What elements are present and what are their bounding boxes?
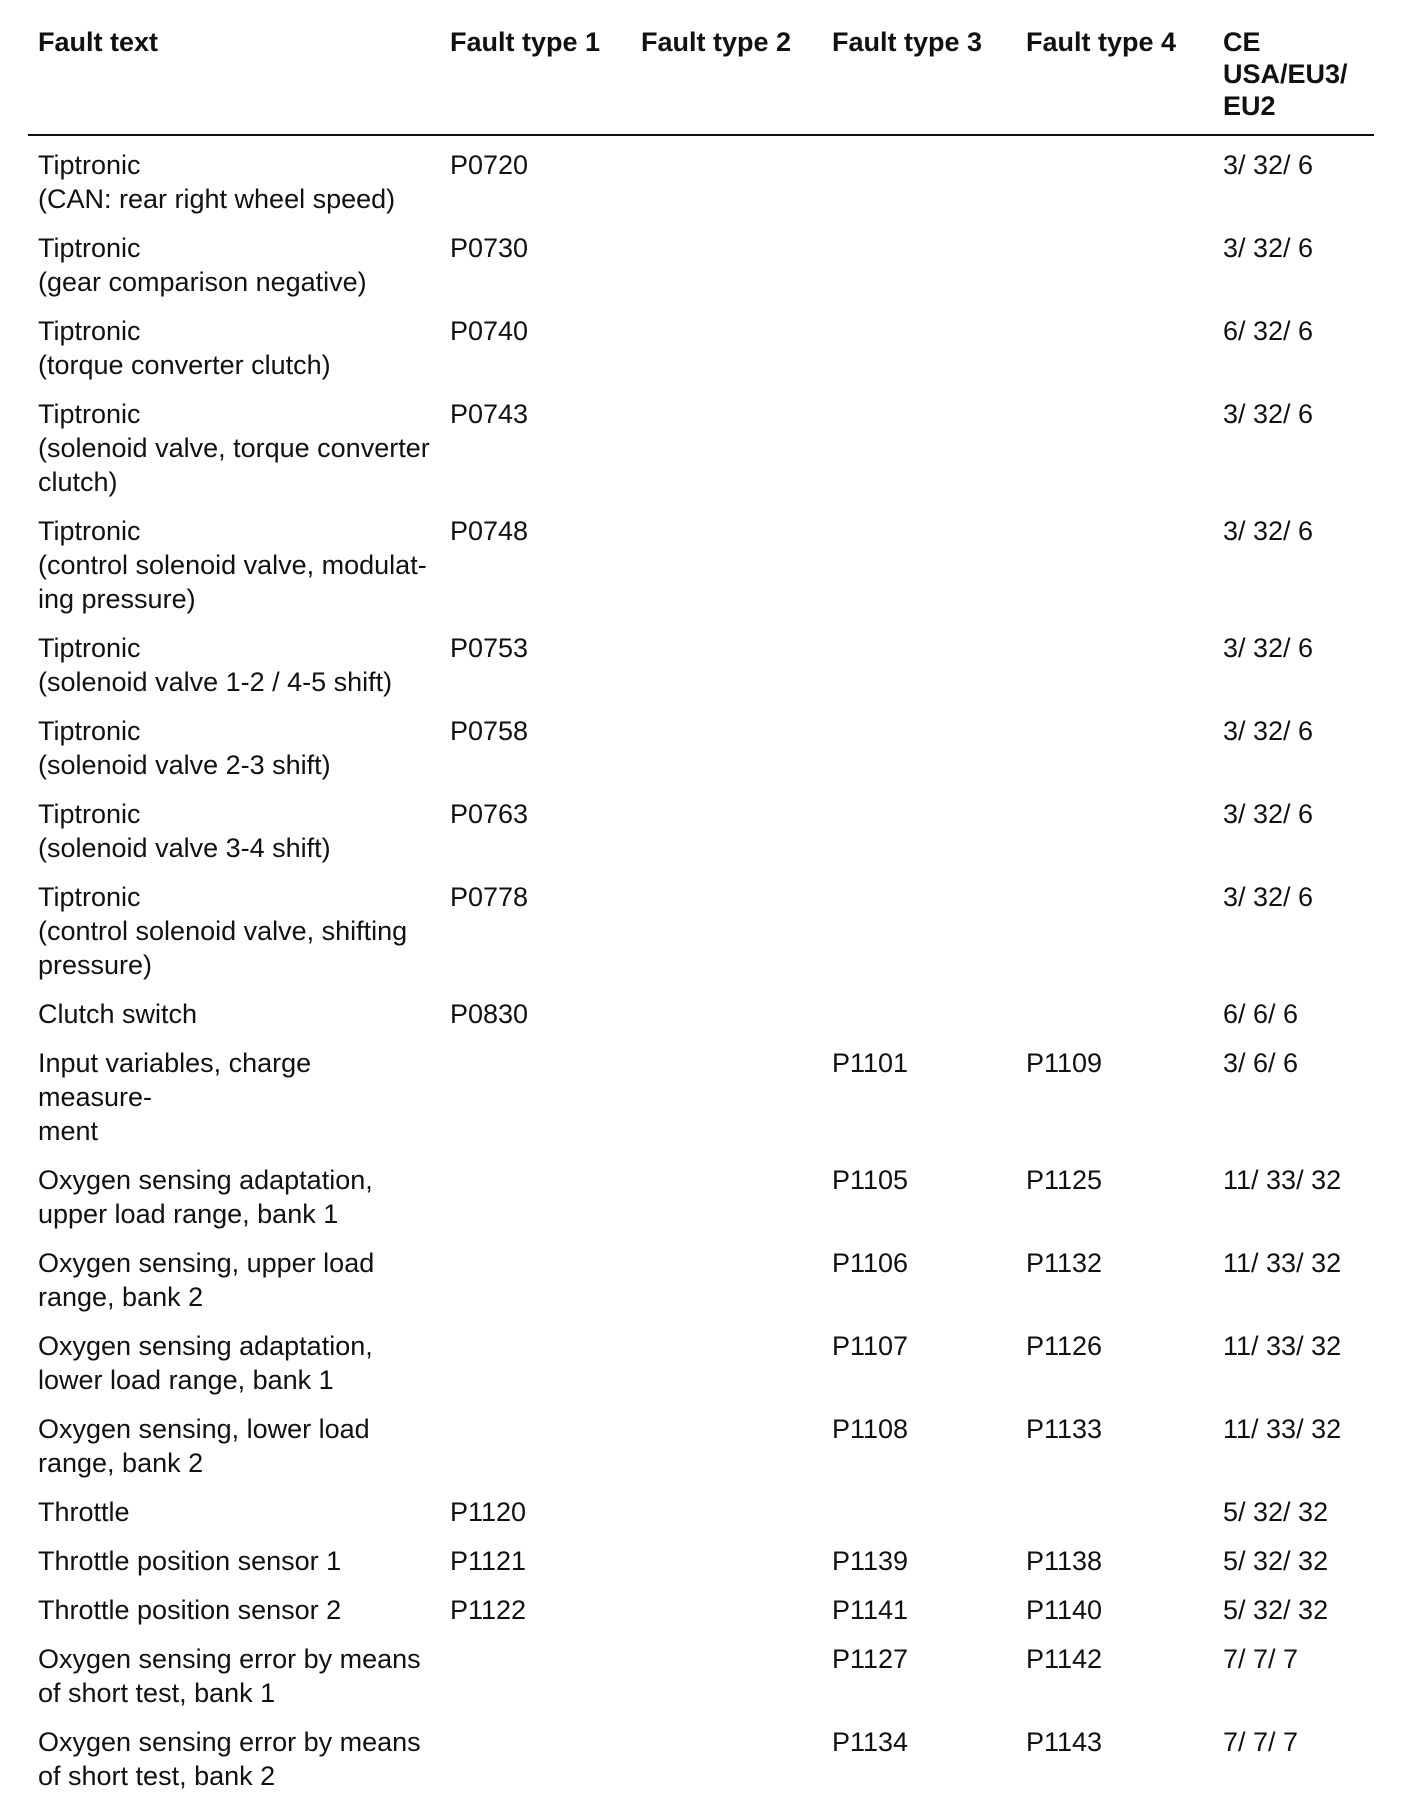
fault-type-1-cell	[440, 1715, 631, 1798]
fault-type-3-cell	[822, 135, 1016, 221]
table-row	[28, 1715, 1374, 1798]
table-row	[28, 1402, 1374, 1485]
fault-type-4-cell: P1143	[1026, 1727, 1103, 1757]
fault-type-2-cell	[631, 621, 822, 704]
fault-text-cell: Oxygen sensing adaptation, lower load range, bank 1	[38, 1331, 373, 1395]
fault-type-3-cell	[822, 621, 1016, 704]
fault-type-2-cell	[631, 1485, 822, 1534]
fault-type-1-cell: P0730	[450, 233, 529, 263]
header-fault-type-1: Fault type 1	[440, 18, 631, 135]
fault-type-2-cell	[631, 1236, 822, 1319]
ce-cell: 3/ 32/ 6	[1223, 516, 1314, 546]
table-row	[28, 221, 1374, 304]
ce-cell: 6/ 6/ 6	[1223, 999, 1299, 1029]
fault-type-4-cell: P1125	[1026, 1165, 1103, 1195]
fault-type-3-cell: P1107	[832, 1331, 909, 1361]
fault-type-2-cell	[631, 870, 822, 987]
fault-text-cell: Tiptronic (solenoid valve 2-3 shift)	[38, 716, 331, 780]
table-row	[28, 870, 1374, 987]
fault-text-cell: Throttle	[38, 1497, 130, 1527]
ce-cell: 7/ 7/ 7	[1223, 1727, 1299, 1757]
fault-type-4-cell	[1016, 504, 1213, 621]
fault-type-3-cell	[822, 304, 1016, 387]
fault-type-1-cell: P0748	[450, 516, 529, 546]
table-row	[28, 1583, 1374, 1632]
fault-type-2-cell	[631, 787, 822, 870]
fault-text-cell: Oxygen sensing, lower load range, bank 2	[38, 1414, 370, 1478]
fault-text-cell: Tiptronic (solenoid valve 3-4 shift)	[38, 799, 331, 863]
fault-type-4-cell: P1133	[1026, 1414, 1103, 1444]
table-row	[28, 1632, 1374, 1715]
header-fault-type-3: Fault type 3	[822, 18, 1016, 135]
ce-cell: 11/ 33/ 32	[1223, 1248, 1342, 1278]
fault-text-cell: Tiptronic (control solenoid valve, modulat- ing pressure)	[38, 516, 427, 614]
fault-type-2-cell	[631, 304, 822, 387]
fault-type-4-cell	[1016, 787, 1213, 870]
fault-text-cell: Tiptronic (torque converter clutch)	[38, 316, 331, 380]
fault-type-2-cell	[631, 387, 822, 504]
fault-text-cell: Oxygen sensing error by means of short test, bank 1	[38, 1644, 421, 1708]
ce-cell: 11/ 33/ 32	[1223, 1331, 1342, 1361]
fault-type-1-cell: P1122	[450, 1595, 527, 1625]
ce-cell: 3/ 32/ 6	[1223, 399, 1314, 429]
fault-type-1-cell: P0758	[450, 716, 529, 746]
fault-type-4-cell: P1138	[1026, 1546, 1103, 1576]
fault-type-2-cell	[631, 1632, 822, 1715]
fault-type-4-cell	[1016, 135, 1213, 221]
fault-text-cell: Oxygen sensing error by means of short test, bank 2	[38, 1727, 421, 1791]
header-fault-type-4: Fault type 4	[1016, 18, 1213, 135]
fault-type-4-cell: P1132	[1026, 1248, 1103, 1278]
table-row	[28, 387, 1374, 504]
fault-text-cell: Throttle position sensor 2	[38, 1595, 342, 1625]
fault-type-3-cell	[822, 387, 1016, 504]
fault-type-3-cell: P1105	[832, 1165, 909, 1195]
fault-type-2-cell	[631, 221, 822, 304]
table-row	[28, 304, 1374, 387]
fault-type-3-cell: P1134	[832, 1727, 909, 1757]
table-row	[28, 1319, 1374, 1402]
fault-type-3-cell	[822, 504, 1016, 621]
fault-type-3-cell	[822, 221, 1016, 304]
fault-text-cell: Tiptronic (solenoid valve 1-2 / 4-5 shift)	[38, 633, 393, 697]
header-row	[28, 18, 1374, 135]
fault-text-cell: Oxygen sensing adaptation, upper load range, bank 1	[38, 1165, 373, 1229]
fault-text-cell: Oxygen sensing, upper load range, bank 2	[38, 1248, 375, 1312]
table-row	[28, 1153, 1374, 1236]
fault-code-table	[28, 18, 1374, 1798]
fault-type-1-cell: P1120	[450, 1497, 527, 1527]
fault-type-4-cell	[1016, 987, 1213, 1036]
table-row	[28, 1485, 1374, 1534]
fault-type-4-cell: P1142	[1026, 1644, 1103, 1674]
fault-type-3-cell	[822, 787, 1016, 870]
ce-cell: 5/ 32/ 32	[1223, 1595, 1329, 1625]
fault-type-2-cell	[631, 135, 822, 221]
fault-type-1-cell: P0763	[450, 799, 529, 829]
fault-type-3-cell	[822, 870, 1016, 987]
fault-type-2-cell	[631, 1153, 822, 1236]
table-row	[28, 135, 1374, 221]
fault-type-4-cell	[1016, 870, 1213, 987]
fault-type-4-cell	[1016, 621, 1213, 704]
fault-type-1-cell: P0753	[450, 633, 529, 663]
fault-type-3-cell: P1106	[832, 1248, 909, 1278]
fault-type-4-cell: P1109	[1026, 1048, 1103, 1078]
ce-cell: 3/ 6/ 6	[1223, 1048, 1299, 1078]
ce-cell: 7/ 7/ 7	[1223, 1644, 1299, 1674]
fault-type-1-cell: P1121	[450, 1546, 527, 1576]
ce-cell: 3/ 32/ 6	[1223, 799, 1314, 829]
ce-cell: 6/ 32/ 6	[1223, 316, 1314, 346]
fault-type-2-cell	[631, 1583, 822, 1632]
ce-cell: 3/ 32/ 6	[1223, 233, 1314, 263]
fault-text-cell: Tiptronic (solenoid valve, torque converter clutch)	[38, 399, 430, 497]
fault-type-1-cell: P0830	[450, 999, 529, 1029]
fault-text-cell: Tiptronic (gear comparison negative)	[38, 233, 367, 297]
fault-type-4-cell	[1016, 304, 1213, 387]
fault-type-1-cell	[440, 1319, 631, 1402]
fault-type-4-cell	[1016, 387, 1213, 504]
fault-type-1-cell	[440, 1153, 631, 1236]
fault-type-2-cell	[631, 704, 822, 787]
table-header	[28, 18, 1374, 135]
fault-type-3-cell	[822, 987, 1016, 1036]
fault-text-cell: Throttle position sensor 1	[38, 1546, 342, 1576]
fault-type-3-cell	[822, 704, 1016, 787]
fault-type-4-cell: P1140	[1026, 1595, 1103, 1625]
fault-type-2-cell	[631, 1319, 822, 1402]
header-ce: CE USA/EU3/ EU2	[1213, 18, 1374, 135]
ce-cell: 3/ 32/ 6	[1223, 150, 1314, 180]
table-row	[28, 621, 1374, 704]
fault-type-1-cell: P0740	[450, 316, 529, 346]
table-body	[28, 135, 1374, 1798]
fault-type-1-cell	[440, 1402, 631, 1485]
fault-type-4-cell	[1016, 704, 1213, 787]
fault-text-cell: Clutch switch	[38, 999, 198, 1029]
fault-type-2-cell	[631, 1402, 822, 1485]
fault-type-1-cell	[440, 1236, 631, 1319]
fault-text-cell: Tiptronic (control solenoid valve, shifting pressure)	[38, 882, 408, 980]
fault-type-3-cell: P1139	[832, 1546, 909, 1576]
fault-type-2-cell	[631, 1036, 822, 1153]
fault-type-1-cell	[440, 1036, 631, 1153]
ce-cell: 3/ 32/ 6	[1223, 716, 1314, 746]
header-fault-type-2: Fault type 2	[631, 18, 822, 135]
header-fault-text: Fault text	[28, 18, 440, 135]
fault-type-2-cell	[631, 504, 822, 621]
table-row	[28, 504, 1374, 621]
table-row	[28, 1236, 1374, 1319]
fault-type-3-cell: P1108	[832, 1414, 909, 1444]
fault-text-cell: Tiptronic (CAN: rear right wheel speed)	[38, 150, 396, 214]
fault-type-2-cell	[631, 987, 822, 1036]
ce-cell: 5/ 32/ 32	[1223, 1546, 1329, 1576]
table-row	[28, 987, 1374, 1036]
fault-type-3-cell	[822, 1485, 1016, 1534]
fault-type-4-cell: P1126	[1026, 1331, 1103, 1361]
fault-type-1-cell: P0720	[450, 150, 529, 180]
fault-type-1-cell	[440, 1632, 631, 1715]
ce-cell: 11/ 33/ 32	[1223, 1414, 1342, 1444]
fault-type-1-cell: P0778	[450, 882, 529, 912]
fault-text-cell: Input variables, charge measure- ment	[38, 1048, 312, 1146]
table-row	[28, 1036, 1374, 1153]
ce-cell: 3/ 32/ 6	[1223, 633, 1314, 663]
ce-cell: 5/ 32/ 32	[1223, 1497, 1329, 1527]
fault-type-1-cell: P0743	[450, 399, 529, 429]
table-row	[28, 787, 1374, 870]
table-row	[28, 1534, 1374, 1583]
fault-type-3-cell: P1101	[832, 1048, 909, 1078]
fault-type-3-cell: P1141	[832, 1595, 909, 1625]
fault-type-4-cell	[1016, 221, 1213, 304]
fault-type-3-cell: P1127	[832, 1644, 909, 1674]
fault-type-4-cell	[1016, 1485, 1213, 1534]
fault-type-2-cell	[631, 1715, 822, 1798]
ce-cell: 11/ 33/ 32	[1223, 1165, 1342, 1195]
table-row	[28, 704, 1374, 787]
fault-type-2-cell	[631, 1534, 822, 1583]
ce-cell: 3/ 32/ 6	[1223, 882, 1314, 912]
